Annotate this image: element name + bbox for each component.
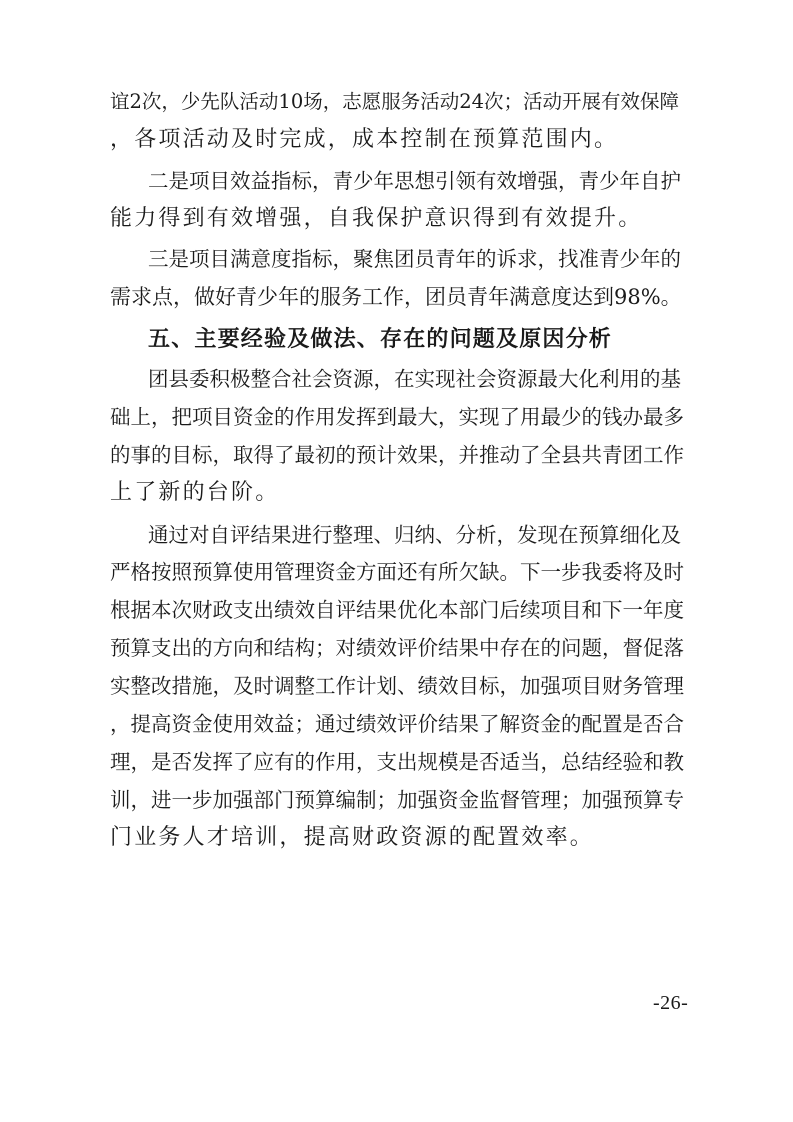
text-line: 二是项目效益指标，青少年思想引领有效增强，青少年自护 [148,169,681,193]
text-line: 能力得到有效增强，自我保护意识得到有效提升。 [110,206,643,231]
text-line: 上了新的台阶。 [110,480,280,505]
text-line: 根据本次财政支出绩效自评结果优化本部门后续项目和下一年度 [110,598,684,622]
text-line: 预算支出的方向和结构；对绩效评价结果中存在的问题，督促落 [110,636,684,660]
section-heading: 五、主要经验及做法、存在的问题及原因分析 [148,327,613,352]
text-line: 三是项目满意度指标，聚焦团员青年的诉求，找准青少年的 [148,247,681,271]
text-line: ，各项活动及时完成，成本控制在预算范围内。 [110,127,619,152]
text-line: 础上，把项目资金的作用发挥到最大，实现了用最少的钱办最多 [110,405,684,429]
text-line: 谊2次，少先队活动10场，志愿服务活动24次；活动开展有效保障 [110,90,680,113]
text-line: 的事的目标，取得了最初的预计效果，并推动了全县共青团工作 [110,443,684,467]
text-line: ，提高资金使用效益；通过绩效评价结果了解资金的配置是否合 [110,712,684,736]
text-line: 理，是否发挥了应有的作用，支出规模是否适当，总结经验和教 [110,750,684,774]
text-line: 通过对自评结果进行整理、归纳、分析，发现在预算细化及 [148,523,681,547]
text-line: 团县委积极整合社会资源，在实现社会资源最大化利用的基 [148,367,681,391]
text-line: 实整改措施，及时调整工作计划、绩效目标，加强项目财务管理 [110,674,684,698]
text-line: 门业务人才培训，提高财政资源的配置效率。 [110,825,595,850]
text-line: 需求点，做好青少年的服务工作，团员青年满意度达到98%。 [110,285,682,309]
text-line: 严格按照预算使用管理资金方面还有所欠缺。下一步我委将及时 [110,560,684,584]
page-number: -26- [653,992,689,1014]
text-line: 训，进一步加强部门预算编制；加强资金监督管理；加强预算专 [110,788,684,812]
